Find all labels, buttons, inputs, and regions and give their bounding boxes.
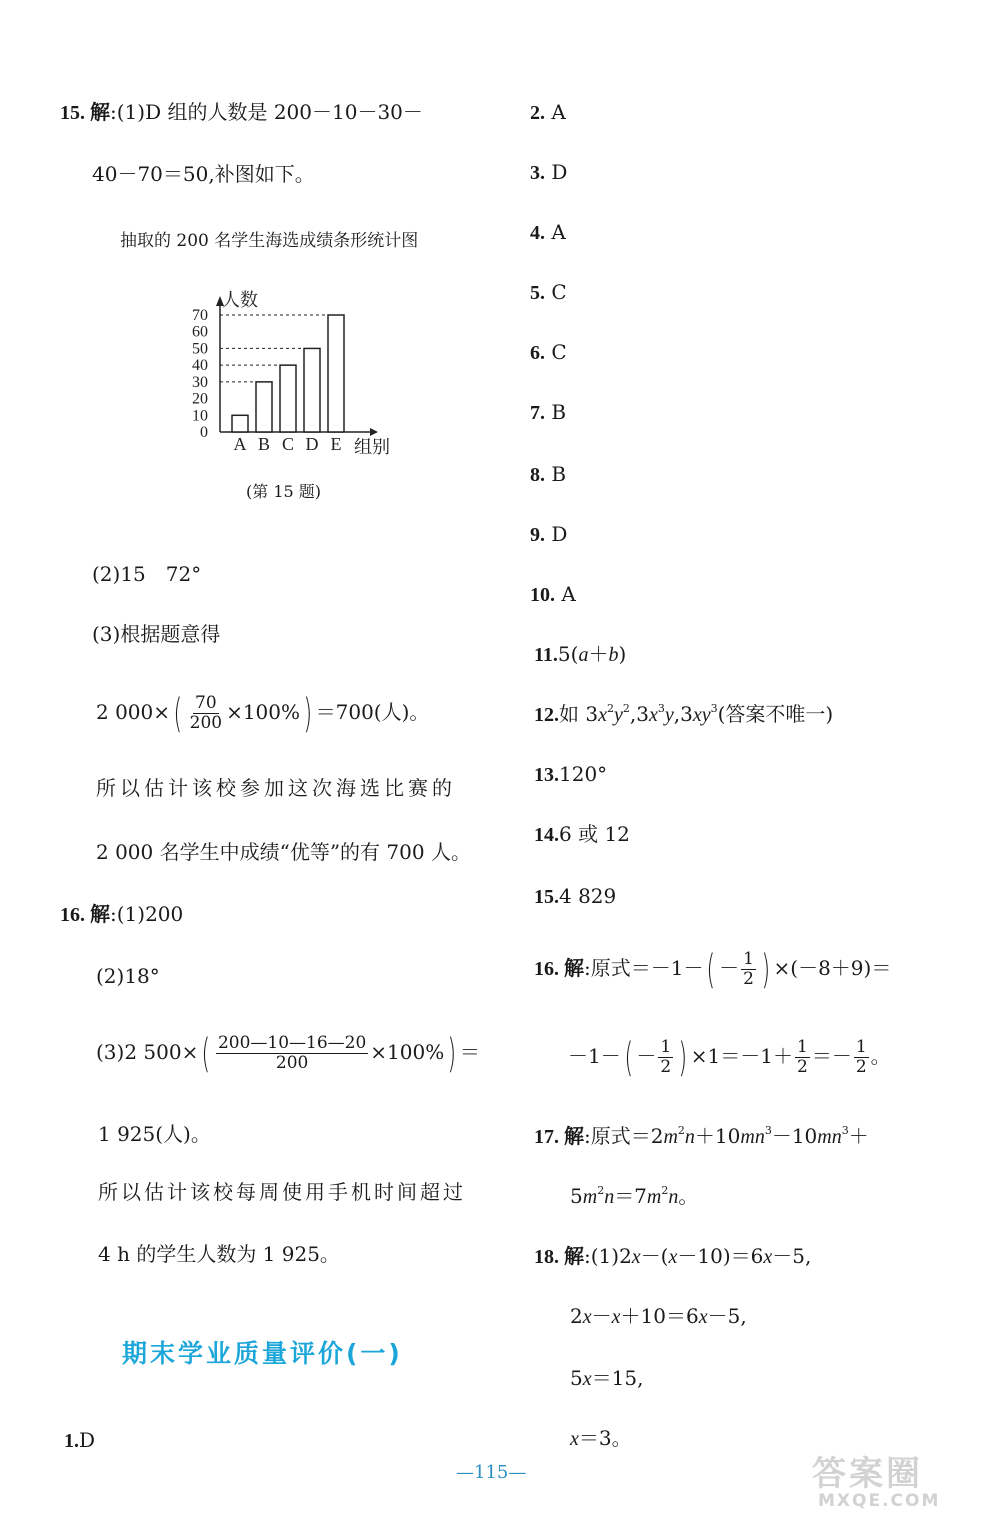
frac-denominator: 200: [189, 713, 223, 733]
a16-expr-d: ×1＝－1＋: [690, 1044, 793, 1068]
q16-part2: (2)18°: [96, 964, 160, 988]
answer-value: C: [551, 340, 567, 364]
answer-value: 4 829: [559, 884, 617, 908]
var-b: b: [608, 644, 619, 666]
frac-numerator: 1: [660, 1037, 672, 1057]
answer-value: A: [551, 100, 566, 124]
left-paren: (: [624, 1034, 633, 1081]
answer-item: [530, 582, 576, 607]
q16-percent: ×100%: [370, 1040, 445, 1064]
answer-17-line1: 17. 解:原式$=2m^2n+10mn^3-10mn^3+$: [534, 1124, 869, 1148]
frac-denominator: 200: [275, 1053, 309, 1073]
q16-part3: [96, 1030, 480, 1077]
x-tick-label: C: [281, 434, 295, 454]
answer-number: 5.: [530, 282, 545, 304]
answer-14: [534, 822, 630, 847]
answer-16-line2: －1－( － $\frac{1}{2}$ ) ×1＝－1＋ $\frac{1}{2}$ ＝－ $\frac{1}{2}$ 。: [568, 1034, 891, 1081]
answer-item: [530, 100, 566, 125]
y-tick-label: 70: [192, 307, 208, 324]
frac-numerator: 1: [855, 1037, 867, 1057]
answer-17-line2: $5m^2n=7m^2n$。: [570, 1184, 699, 1208]
q16-conclusion1: 所以估计该校每周使用手机时间超过: [98, 1180, 466, 1204]
answer-item: [530, 340, 567, 365]
fraction-half: [795, 1038, 810, 1077]
x-tick-label: D: [305, 434, 319, 454]
answer-number: 1.: [64, 1430, 79, 1452]
q15-conclusion1: 所以估计该校参加这次海选比赛的: [96, 776, 456, 800]
answer-value: A: [561, 582, 576, 606]
frac-denominator: 2: [797, 1057, 808, 1077]
a16-expr-b: ×(－8＋9)＝: [773, 956, 892, 980]
section-title: 期末学业质量评价(一): [122, 1339, 403, 1368]
chart-title: 抽取的 200 名学生海选成绩条形统计图: [120, 231, 419, 251]
eq-result: ＝700(人)。: [315, 700, 430, 724]
right-paren: ): [447, 1030, 457, 1077]
answer-value: A: [551, 220, 566, 244]
left-paren: (: [173, 690, 183, 737]
q15-number: 15. 解: [60, 102, 110, 124]
x-tick-label: E: [330, 434, 342, 454]
fraction-half: [658, 1038, 673, 1077]
bar: [280, 365, 296, 432]
answer-value: 6 或 12: [559, 822, 630, 846]
answer-number: 13.: [534, 764, 559, 786]
answer-number: 10.: [530, 584, 555, 606]
frac-numerator: 1: [797, 1037, 808, 1057]
q15-line2: 40－70＝50,补图如下。: [92, 162, 315, 186]
q16-conclusion2: 4 h 的学生人数为 1 925。: [98, 1242, 340, 1266]
frac-denominator: 2: [660, 1057, 672, 1077]
answer-16-line1: 16. 解:原式＝－1－( － $\frac{1}{2}$ ) ×(－8＋9)＝: [534, 946, 892, 993]
answer-18-line3: 5x＝15,: [570, 1366, 644, 1390]
y-tick-label: 10: [192, 407, 208, 425]
q15-part2: (2)15 72°: [92, 562, 202, 586]
frac-denominator: 2: [855, 1057, 867, 1077]
answer-number: 6.: [530, 342, 545, 364]
bar-chart: [180, 282, 410, 462]
q15-equation: [96, 690, 430, 737]
answer-value: 120°: [559, 762, 608, 786]
a16-expr-c: －1－: [568, 1044, 621, 1068]
left-paren: (: [201, 1030, 211, 1077]
answer-value: D: [79, 1428, 96, 1452]
q15-line1: [60, 100, 423, 125]
a16-expr-e: ＝－: [811, 1044, 852, 1068]
answer-number: 17. 解: [534, 1126, 584, 1148]
answer-item: [530, 400, 566, 425]
answer-number: 3.: [530, 162, 545, 184]
fraction-half: [741, 950, 756, 989]
answer-number: 4.: [530, 222, 545, 244]
eq-percent: ×100%: [226, 700, 301, 724]
watermark-logo: [812, 1446, 940, 1511]
answer-value: C: [551, 280, 567, 304]
answer-1: [64, 1428, 95, 1453]
bar: [328, 315, 344, 432]
bar: [232, 415, 248, 432]
answer-11: [534, 642, 626, 667]
a11-plus: ＋: [588, 642, 609, 666]
fraction-half: [854, 1038, 869, 1077]
answer-item: [530, 280, 567, 305]
eq-prefix: 2 000×: [96, 700, 171, 724]
answer-item: [530, 462, 566, 487]
answer-12: 12.如 $3x^2y^2,3x^3y,3xy^3$(答案不唯一): [534, 702, 834, 726]
y-tick-label: 50: [192, 340, 208, 358]
answer-18-line4: x＝3。: [570, 1426, 632, 1450]
x-tick-label: B: [257, 434, 271, 454]
x-tick-label: A: [233, 434, 247, 454]
right-paren: ): [678, 1034, 688, 1081]
answer-value: D: [551, 160, 568, 184]
y-tick-label: 60: [192, 323, 208, 341]
answer-number: 12.: [534, 704, 559, 726]
answer-18-line1: 18. 解:(1)2x－(x－10)＝6x－5,: [534, 1244, 812, 1268]
answer-13: [534, 762, 607, 787]
answer-value: B: [551, 400, 567, 424]
y-tick-label: 40: [192, 357, 208, 375]
frac-numerator: 70: [195, 693, 217, 713]
q16-line1: [60, 902, 183, 927]
var-a: a: [578, 644, 589, 666]
frac-denominator: 2: [743, 969, 754, 989]
answer-number: 15.: [534, 886, 559, 908]
right-paren: ): [303, 690, 313, 737]
frac-numerator: 200—10—16—20: [217, 1033, 367, 1053]
y-tick-label: 0: [200, 424, 208, 441]
answer-value: D: [551, 522, 568, 546]
y-axis-label: 人数: [222, 290, 258, 310]
frac-numerator: 1: [743, 949, 754, 969]
a16-period: 。: [870, 1044, 891, 1068]
chart-caption: (第 15 题): [246, 482, 322, 501]
a11-close: ): [618, 642, 627, 666]
answer-number: 11.: [534, 644, 558, 666]
q15-conclusion2: 2 000 名学生中成绩“优等”的有 700 人。: [96, 840, 471, 864]
answer-number: 9.: [530, 524, 545, 546]
a12-note: (答案不唯一): [717, 702, 834, 726]
answer-15: [534, 884, 616, 909]
watermark-text: 答案圈: [812, 1454, 923, 1494]
q16-equals: ＝: [459, 1040, 480, 1064]
a11-open: 5(: [557, 642, 579, 666]
x-axis-arrow: [370, 428, 378, 436]
y-tick-label: 20: [192, 390, 208, 408]
x-axis-label: 组别: [354, 437, 390, 457]
q16-part1: :(1)200: [110, 902, 184, 926]
q16-prefix: (3)2 500×: [96, 1040, 199, 1064]
answer-number: 14.: [534, 824, 559, 846]
left-paren: (: [706, 946, 716, 993]
bar: [304, 348, 320, 432]
answer-value: B: [551, 462, 567, 486]
fraction-q16: [216, 1034, 368, 1073]
q15-part3: (3)根据题意得: [92, 622, 221, 646]
q16-number: 16. 解: [60, 904, 110, 926]
right-paren: ): [761, 946, 771, 993]
answer-number: 16. 解: [534, 958, 584, 980]
bar: [256, 382, 272, 432]
answer-number: 18. 解: [534, 1246, 584, 1268]
answer-18-line2: 2x－x＋10＝6x－5,: [570, 1304, 747, 1328]
answer-number: 8.: [530, 464, 545, 486]
answer-number: 7.: [530, 402, 545, 424]
answer-item: [530, 220, 566, 245]
q15-text1: :(1)D 组的人数是 200－10－30－: [110, 100, 423, 124]
answer-item: [530, 522, 567, 547]
answer-number: 2.: [530, 102, 545, 124]
fraction-70-200: [188, 694, 224, 733]
q16-result: 1 925(人)。: [98, 1122, 211, 1146]
y-tick-label: 30: [192, 373, 208, 391]
a16-expr-a: :原式＝－1－: [584, 956, 704, 980]
watermark-url: MXQE.COM: [818, 1491, 941, 1511]
answer-item: [530, 160, 567, 185]
page-number: —115—: [456, 1462, 527, 1483]
